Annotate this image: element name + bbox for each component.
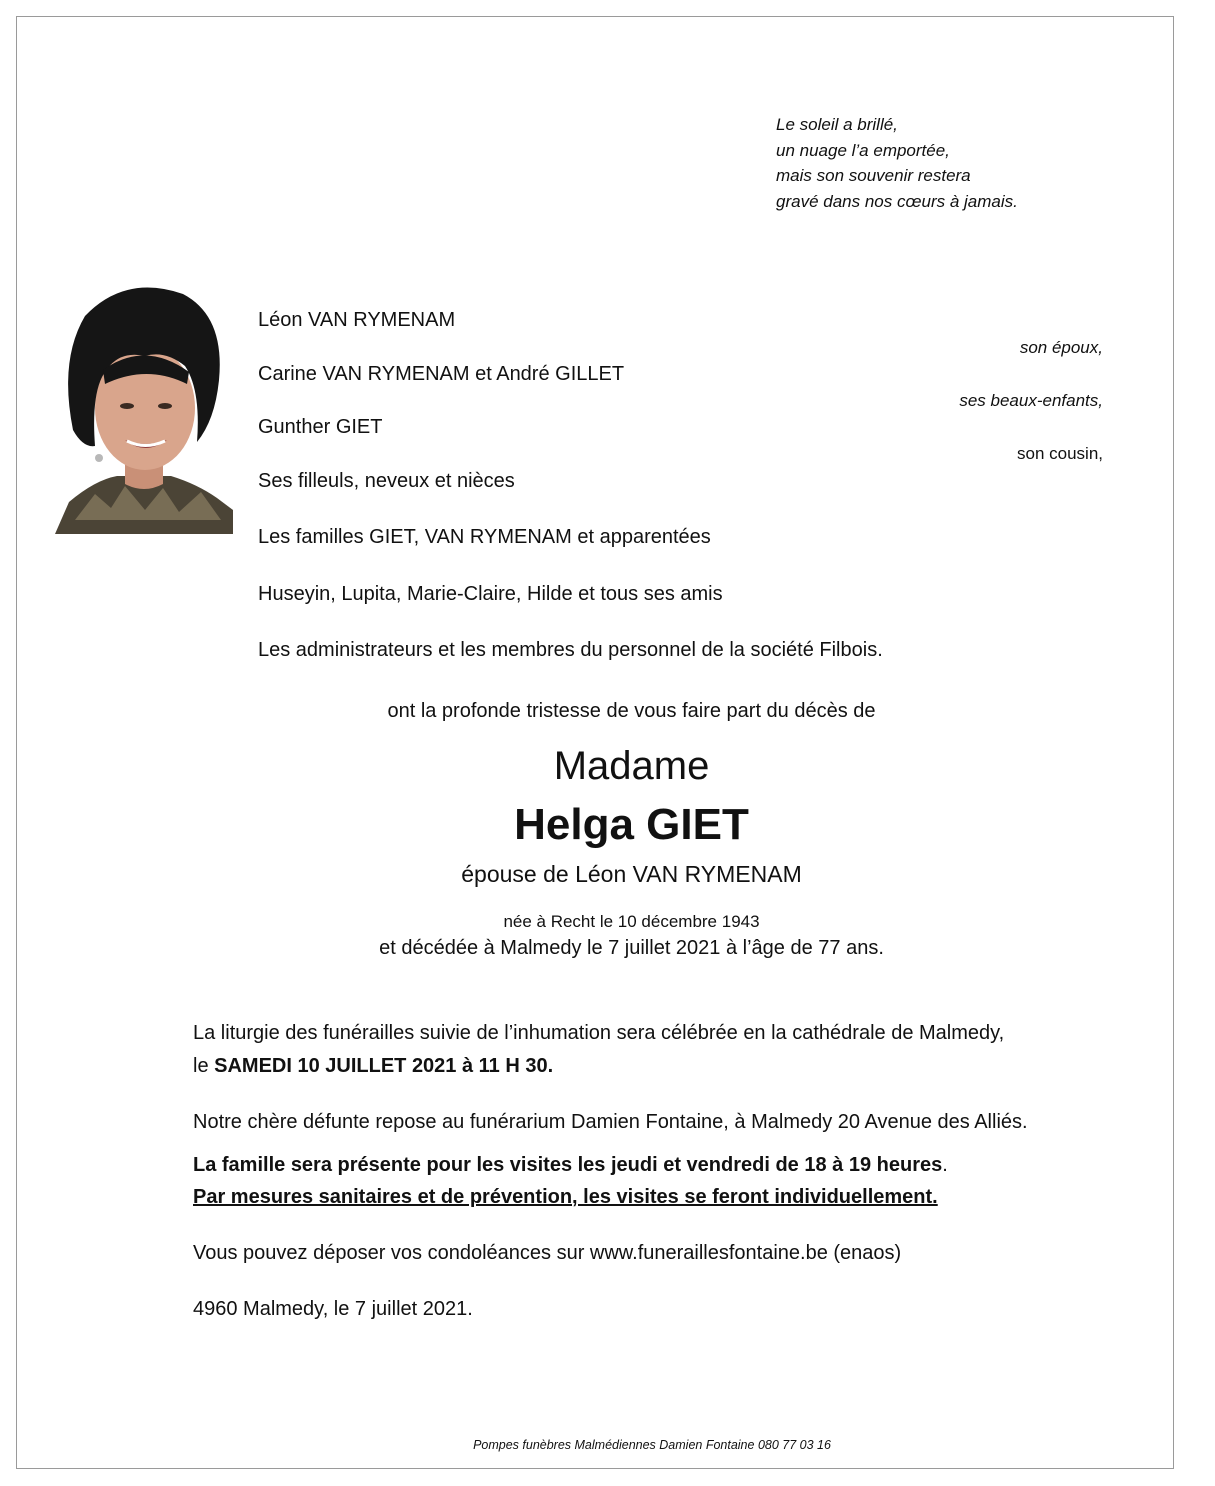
announcement-intro: ont la profonde tristesse de vous faire part du décès de [387,700,876,722]
footer-funeral-home: Pompes funèbres Malmédiennes Damien Fontaine 080 77 03 16 [473,1438,831,1452]
deceased-title: Madame [553,744,710,788]
family-families: Les familles GIET, VAN RYMENAM et apparentées [258,526,711,548]
liturgy-date: SAMEDI 10 JUILLET 2021 à 11 H 30. [214,1055,554,1077]
visits-end: . [942,1154,948,1176]
condolences-line: Vous pouvez déposer vos condoléances sur www.funeraillesfontaine.be (enaos) [193,1242,902,1264]
portrait-photo [55,280,233,534]
rest-place: Notre chère défunte repose au funérarium Damien Fontaine, à Malmedy 20 Avenue des Alliés. [193,1111,1028,1133]
role-stepchildren: ses beaux-enfants, [959,391,1103,410]
liturgy-date-prefix: le [193,1055,215,1077]
role-cousin: son cousin, [1017,444,1103,463]
visits-info: La famille sera présente pour les visites les jeudi et vendredi de 18 à 19 heures [193,1154,943,1176]
sanitary-measures: Par mesures sanitaires et de prévention, les visites se feront individuellement. [193,1186,938,1208]
poem-line: un nuage l’a emportée, [776,140,950,160]
family-friends: Huseyin, Lupita, Marie-Claire, Hilde et tous ses amis [258,583,723,605]
deceased-name: Helga GIET [514,800,749,849]
poem-line: gravé dans nos cœurs à jamais. [776,191,1018,211]
poem [776,112,1018,214]
family-husband: Léon VAN RYMENAM [258,309,456,331]
family-cousin: Gunther GIET [258,416,383,438]
place-date: 4960 Malmedy, le 7 juillet 2021. [193,1298,473,1320]
family-godchildren: Ses filleuls, neveux et nièces [258,470,515,492]
role-husband: son époux, [1019,338,1103,357]
family-stepchildren: Carine VAN RYMENAM et André GILLET [258,363,625,385]
poem-line: Le soleil a brillé, [776,115,898,134]
liturgy-line: La liturgie des funérailles suivie de l’inhumation sera célébrée en la cathédrale de Malmedy, [193,1022,1005,1044]
liturgy-date-line [193,1055,553,1078]
birth-info: née à Recht le 10 décembre 1943 [503,912,760,931]
visits-line [193,1154,948,1177]
family-company: Les administrateurs et les membres du personnel de la société Filbois. [258,639,883,661]
deceased-spouse: épouse de Léon VAN RYMENAM [461,861,802,887]
death-info: et décédée à Malmedy le 7 juillet 2021 à l’âge de 77 ans. [379,937,884,959]
poem-line: mais son souvenir restera [776,166,971,185]
